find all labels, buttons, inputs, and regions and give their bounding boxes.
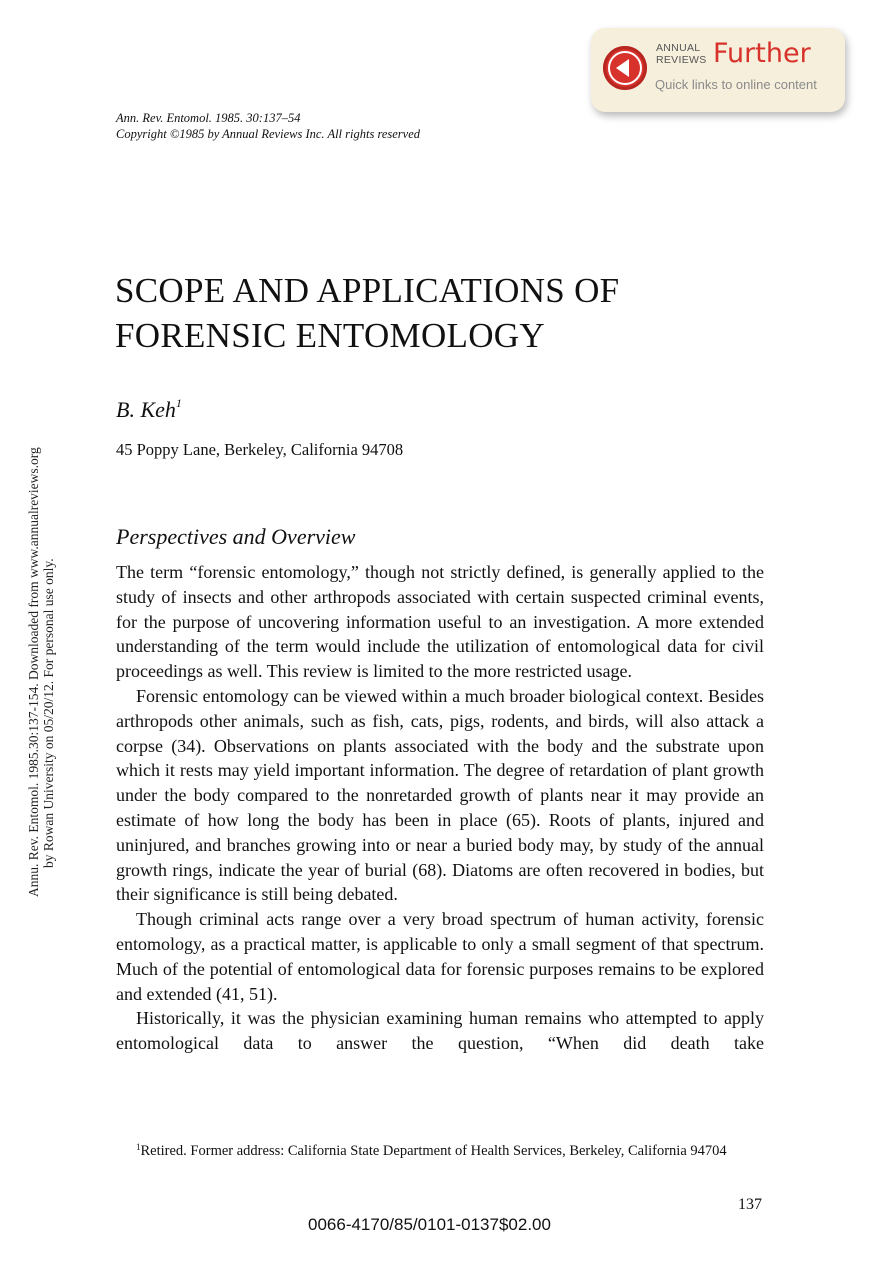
badge-annual-label: ANNUAL <box>656 42 701 54</box>
download-notice-line2: by Rowan University on 05/20/12. For personal use only. <box>41 558 56 868</box>
download-notice-line1: Annu. Rev. Entomol. 1985.30:137-154. Downloaded from www.annualreviews.org <box>26 447 41 897</box>
journal-citation: Ann. Rev. Entomol. 1985. 30:137–54 <box>116 111 301 125</box>
article-code: 0066-4170/85/0101-0137$02.00 <box>308 1215 551 1234</box>
author-name: B. Keh <box>116 397 176 422</box>
paragraph-3: Though criminal acts range over a very broad spectrum of human activity, forensic entomology, as a practical matter, is applicable to only a small segment of that spectrum. Much of the potential of entomological data for forensic purposes remains to be explored and extended (41, 51). <box>116 909 764 1004</box>
article-title <box>115 268 619 358</box>
badge-reviews-label: REVIEWS <box>656 54 707 66</box>
paragraph-1: The term “forensic entomology,” though not strictly defined, is generally applied to the study of insects and other arthropods associated with certain suspected criminal events, for the purpose of uncovering information useful to an investigation. A more extended understanding of the term would include the utilization of entomological data for civil proceedings as well. This review is limited to the more restricted usage. <box>116 562 764 682</box>
title-line1: SCOPE AND APPLICATIONS OF <box>115 271 620 310</box>
author <box>116 396 182 423</box>
body-text <box>116 560 764 1056</box>
footnote-text: Retired. Former address: California State Department of Health Services, Berkeley, California 94704 <box>140 1143 727 1159</box>
badge-quick-links[interactable]: Quick links to online content <box>655 77 817 92</box>
page-number: 137 <box>738 1196 762 1213</box>
journal-citation-block <box>116 110 420 142</box>
paragraph-2: Forensic entomology can be viewed within a much broader biological context. Besides arthropods other animals, such as fish, cats, pigs, rodents, and birds, will also attack a corpse (34). Observations on plants associated with the body and the substrate upon which it rests may yield important information. The degree of retardation of plant growth under the body compared to the nonretarded growth of plants near it may provide an estimate of how long the body has been in place (65). Roots of plants, injured and uninjured, and branches growing into or near a buried body may, by study of the annual growth rings, indicate the year of burial (68). Diatoms are often recovered in bodies, but their significance is still being debated. <box>116 685 764 905</box>
footnote-mark: 1 <box>136 1142 141 1152</box>
footnote <box>116 1137 764 1161</box>
author-footnote-mark: 1 <box>175 396 182 410</box>
title-line2: FORENSIC ENTOMOLOGY <box>115 316 545 355</box>
paragraph-4: Historically, it was the physician examining human remains who attempted to apply entomological data to answer the question, “When did death take <box>116 1008 764 1054</box>
badge-further-label: Further <box>713 38 811 69</box>
further-badge[interactable] <box>591 28 845 112</box>
play-back-arrow-icon[interactable] <box>603 46 647 90</box>
download-notice <box>26 357 56 897</box>
journal-copyright: Copyright ©1985 by Annual Reviews Inc. All rights reserved <box>116 127 421 141</box>
section-heading: Perspectives and Overview <box>116 524 356 549</box>
author-address: 45 Poppy Lane, Berkeley, California 94708 <box>116 440 404 459</box>
